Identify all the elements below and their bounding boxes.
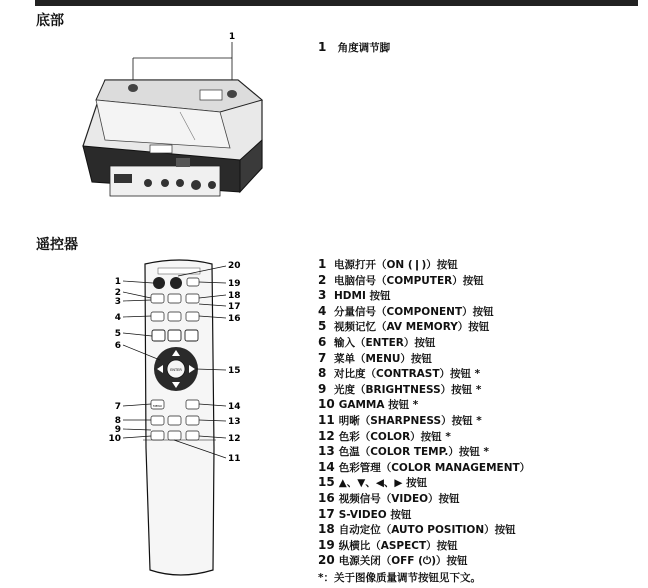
item-number: 11	[318, 412, 335, 427]
remote-buttons-list	[318, 257, 530, 569]
list-item	[318, 553, 530, 569]
callout-left-10: 10	[108, 434, 121, 444]
item-number: 6	[318, 334, 327, 349]
item-label: 视频信号（VIDEO）按钮	[338, 492, 460, 505]
callout-left-5: 5	[114, 329, 121, 339]
callout-right-14: 14	[228, 402, 241, 412]
list-item	[318, 273, 530, 289]
list-item	[318, 444, 530, 460]
section-title-bottom: 底部	[36, 13, 64, 29]
item-label: 色彩（COLOR）按钮 *	[338, 430, 451, 443]
callout-right-13: 13	[228, 417, 241, 427]
item-label: 视频记忆（AV MEMORY）按钮	[334, 321, 490, 334]
item-label: 色温（COLOR TEMP.）按钮 *	[338, 446, 490, 459]
item-label: 纵横比（ASPECT）按钮	[338, 539, 458, 552]
item-label: ▲、▼、◀、▶ 按钮	[338, 477, 428, 490]
callout-left-2: 2	[114, 288, 121, 298]
item-label: 分量信号（COMPONENT）按钮	[334, 305, 494, 318]
list-item	[318, 382, 530, 398]
list-item	[318, 538, 530, 554]
callout-right-15: 15	[228, 366, 241, 376]
item-label: 电源打开（ON (❙)）按钮	[334, 259, 458, 271]
item-label: 电脑信号（COMPUTER）按钮	[334, 274, 484, 287]
callout-right-12: 12	[228, 434, 241, 444]
item-label: S-VIDEO 按钮	[338, 508, 412, 521]
callout-left-7: 7	[114, 402, 121, 412]
item-number: 9	[318, 381, 327, 396]
item-number: 20	[318, 553, 335, 568]
item-number: 19	[318, 537, 335, 552]
bottom-item-label: 角度调节脚	[337, 42, 391, 54]
item-number: 15	[318, 475, 335, 490]
bottom-item-number: 1	[318, 40, 327, 54]
item-number: 8	[318, 366, 327, 381]
list-item	[318, 475, 530, 491]
callout-left-6: 6	[114, 341, 121, 351]
item-label: 光度（BRIGHTNESS）按钮 *	[334, 383, 482, 396]
item-number: 10	[318, 397, 335, 412]
callout-left-3: 3	[114, 297, 121, 307]
section-title-remote: 遥控器	[36, 237, 78, 253]
item-label: HDMI 按钮	[334, 290, 391, 303]
list-item	[318, 522, 530, 538]
item-number: 14	[318, 459, 335, 474]
list-item	[318, 491, 530, 507]
menu-button-label: MENU	[153, 404, 162, 408]
callout-left-4: 4	[114, 313, 121, 323]
callout-right-17: 17	[228, 302, 241, 312]
list-item	[318, 413, 530, 429]
list-item	[318, 335, 530, 351]
item-number: 18	[318, 522, 335, 537]
list-item	[318, 351, 530, 367]
item-number: 1	[318, 257, 327, 271]
list-item	[318, 366, 530, 382]
item-number: 2	[318, 272, 327, 287]
item-number: 3	[318, 288, 327, 303]
item-label: GAMMA 按钮 *	[338, 399, 419, 412]
item-number: 12	[318, 428, 335, 443]
item-label: 对比度（CONTRAST）按钮 *	[334, 368, 481, 381]
projector-callout-1: 1	[228, 32, 236, 42]
list-item	[318, 304, 530, 320]
footnote: *：关于图像质量调节按钮见下文。	[318, 572, 481, 584]
list-item	[318, 507, 530, 523]
item-number: 7	[318, 350, 327, 365]
callout-left-9: 9	[114, 425, 121, 435]
list-item	[318, 460, 530, 476]
item-number: 17	[318, 506, 335, 521]
list-item	[318, 397, 530, 413]
item-number: 5	[318, 319, 327, 334]
list-item	[318, 429, 530, 445]
item-number: 13	[318, 444, 335, 459]
list-item	[318, 319, 530, 335]
list-item	[318, 288, 530, 304]
item-label: 自动定位（AUTO POSITION）按钮	[338, 524, 516, 537]
callout-right-20: 20	[228, 261, 241, 271]
item-number: 16	[318, 490, 335, 505]
callout-right-19: 19	[228, 279, 241, 289]
item-label: 输入（ENTER）按钮	[334, 336, 436, 349]
item-number: 4	[318, 303, 327, 318]
callout-left-8: 8	[114, 416, 121, 426]
item-label: 明晰（SHARPNESS）按钮 *	[338, 414, 482, 427]
callout-right-16: 16	[228, 314, 241, 324]
callout-right-11: 11	[228, 454, 241, 464]
enter-button-label: ENTER	[170, 368, 182, 372]
callout-left-1: 1	[114, 277, 121, 287]
list-item	[318, 257, 530, 273]
callout-right-18: 18	[228, 291, 241, 301]
item-label: 电源关闭（OFF (⏻)）按钮	[338, 555, 468, 568]
item-label: 色彩管理（COLOR MANAGEMENT）	[338, 461, 531, 474]
item-label: 菜单（MENU）按钮	[334, 352, 432, 365]
